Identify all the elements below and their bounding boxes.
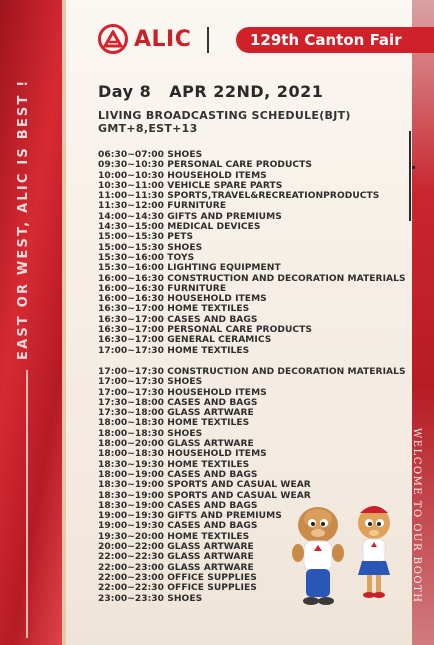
- left-slogan: EAST OR WEST, ALIC IS BEST !: [16, 78, 31, 360]
- schedule-item: 16:00~16:30 CONSTRUCTION AND DECORATION MATERIALS: [98, 273, 406, 284]
- mascot-illustration: [286, 495, 406, 635]
- schedule-item: 19:00~19:30 GIFTS AND PREMIUMS: [98, 511, 282, 522]
- schedule-item: 16:30~17:00 CASES AND BAGS: [98, 314, 258, 325]
- brand-name: ALIC: [134, 26, 192, 52]
- schedule-item: 18:00~18:30 HOME TEXTILES: [98, 418, 250, 429]
- schedule-item: 16:00~16:30 FURNITURE: [98, 283, 227, 294]
- left-red-band: [0, 0, 66, 645]
- schedule-item: 17:00~17:30 HOUSEHOLD ITEMS: [98, 387, 267, 398]
- schedule-item: 11:30~12:00 FURNITURE: [98, 201, 227, 212]
- schedule-item: 16:30~17:00 GENERAL CERAMICS: [98, 335, 272, 346]
- schedule-item: 17:30~18:00 GLASS ARTWARE: [98, 408, 254, 419]
- schedule-item: 18:00~20:00 GLASS ARTWARE: [98, 439, 254, 450]
- schedule-item: 09:30~10:30 PERSONAL CARE PRODUCTS: [98, 160, 312, 171]
- schedule-item: 18:00~18:30 HOUSEHOLD ITEMS: [98, 449, 267, 460]
- schedule-item: 11:00~11:30 SPORTS,TRAVEL&RECREATIONPRODUCTS: [98, 191, 380, 202]
- schedule-item: 23:00~23:30 SHOES: [98, 593, 203, 604]
- schedule-item: 14:00~14:30 GIFTS AND PREMIUMS: [98, 211, 282, 222]
- schedule-title-line2: GMT+8,EST+13: [98, 121, 198, 135]
- schedule-list-1: [98, 150, 406, 356]
- right-slogan: WELCOME TO OUR BOOTH: [411, 428, 422, 604]
- logo-separator: [207, 27, 209, 53]
- schedule-item: 22:00~22:30 OFFICE SUPPLIES: [98, 583, 257, 594]
- schedule-item: 14:30~15:00 MEDICAL DEVICES: [98, 222, 261, 233]
- schedule-title-line1: LIVING BROADCASTING SCHEDULE(BJT): [98, 109, 351, 122]
- schedule-item: 10:30~11:00 VEHICLE SPARE PARTS: [98, 180, 283, 191]
- slogan-divider: [26, 370, 28, 638]
- schedule-item: 15:30~16:00 LIGHTING EQUIPMENT: [98, 263, 281, 274]
- brand-logo: [98, 24, 191, 54]
- panel-border: [62, 0, 66, 645]
- schedule-item: 16:00~16:30 HOUSEHOLD ITEMS: [98, 294, 267, 305]
- schedule-item: 22:00~23:00 OFFICE SUPPLIES: [98, 572, 257, 583]
- schedule-item: 15:30~16:00 TOYS: [98, 252, 195, 263]
- schedule-item: 18:00~19:00 CASES AND BAGS: [98, 469, 258, 480]
- schedule-item: 15:00~15:30 SHOES: [98, 242, 203, 253]
- schedule-item: 15:00~15:30 PETS: [98, 232, 194, 243]
- schedule-item: 19:00~19:30 CASES AND BAGS: [98, 521, 258, 532]
- schedule-item: 16:30~17:00 HOME TEXTILES: [98, 304, 250, 315]
- alic-logo-icon: [98, 24, 128, 54]
- schedule-item: 18:30~19:00 CASES AND BAGS: [98, 500, 258, 511]
- day-label: Day 8: [98, 82, 152, 101]
- schedule-item: 18:30~19:00 SPORTS AND CASUAL WEAR: [98, 480, 311, 491]
- schedule-item: 06:30~07:00 SHOES: [98, 150, 203, 160]
- schedule-item: 18:30~19:30 HOME TEXTILES: [98, 459, 250, 470]
- schedule-item: 22:00~22:30 GLASS ARTWARE: [98, 552, 254, 563]
- schedule-item: 18:00~18:30 SHOES: [98, 428, 203, 439]
- event-badge: 129th Canton Fair: [236, 27, 434, 53]
- schedule-item: 19:30~20:00 HOME TEXTILES: [98, 531, 250, 542]
- schedule-item: 17:00~17:30 SHOES: [98, 377, 203, 388]
- schedule-item: 18:30~19:00 SPORTS AND CASUAL WEAR: [98, 490, 311, 501]
- schedule-item: 20:00~22:00 GLASS ARTWARE: [98, 542, 254, 553]
- schedule-title: [98, 110, 351, 135]
- schedule-item: 17:00~17:30 CONSTRUCTION AND DECORATION MATERIALS: [98, 367, 406, 377]
- schedule-item: 10:00~10:30 HOUSEHOLD ITEMS: [98, 170, 267, 181]
- decorative-bar: [409, 131, 411, 221]
- decorative-dot: [412, 166, 415, 169]
- schedule-item: 22:00~23:00 GLASS ARTWARE: [98, 562, 254, 573]
- day-heading: [98, 82, 323, 101]
- day-date: APR 22ND, 2021: [169, 82, 324, 101]
- schedule-item: 16:30~17:00 PERSONAL CARE PRODUCTS: [98, 325, 312, 336]
- schedule-item: 17:30~18:00 CASES AND BAGS: [98, 397, 258, 408]
- schedule-item: 17:00~17:30 HOME TEXTILES: [98, 345, 250, 356]
